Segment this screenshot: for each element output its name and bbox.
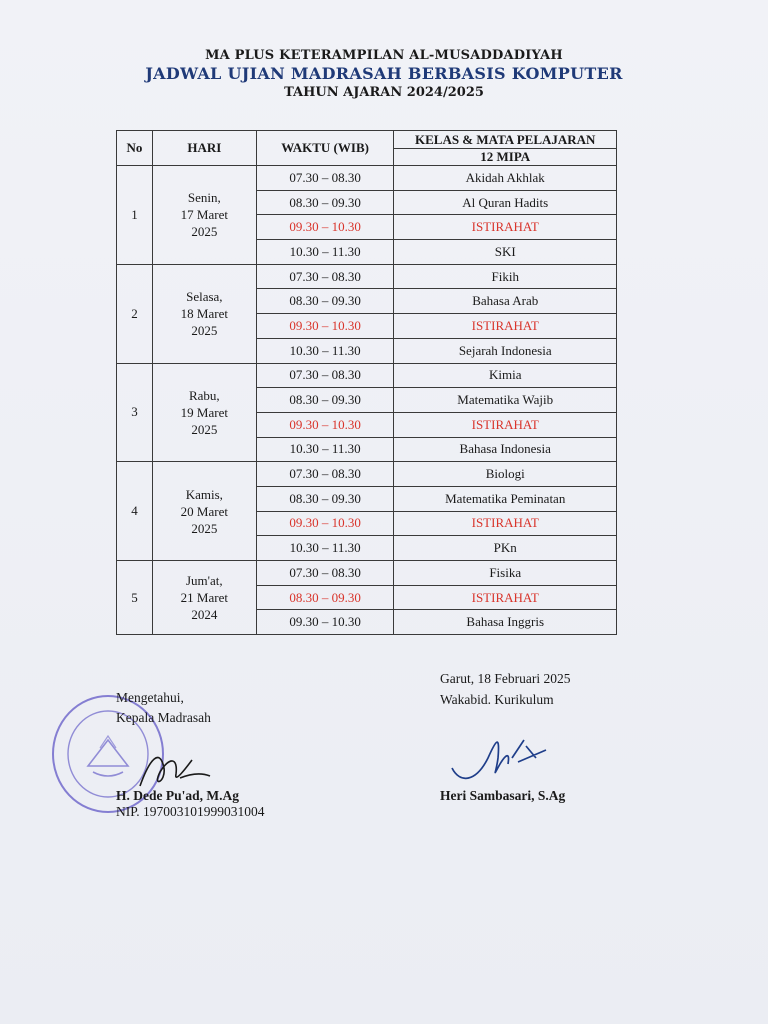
document-title: JADWAL UJIAN MADRASAH BERBASIS KOMPUTER (145, 64, 623, 83)
day-name-line: 18 Maret (180, 306, 228, 322)
school-name: MA PLUS KETERAMPILAN AL-MUSADDADIYAH (205, 48, 563, 63)
time-slot: 08.30 – 09.30 (256, 388, 394, 413)
left-role: Kepala Madrasah (116, 710, 211, 725)
break-label: ISTIRAHAT (394, 585, 617, 610)
break-label: ISTIRAHAT (394, 412, 617, 437)
day-name-line: 2025 (191, 520, 218, 536)
break-label: ISTIRAHAT (394, 215, 617, 240)
table-row (117, 363, 617, 388)
subject: Fikih (394, 264, 617, 289)
day-name-line: Senin, (187, 190, 221, 206)
time-slot: 09.30 – 10.30 (256, 610, 394, 635)
headmaster-name: H. Dede Pu'ad, M.Ag (116, 788, 239, 803)
header-no: No (117, 131, 153, 166)
table-row (117, 561, 617, 586)
day-number: 2 (117, 264, 153, 363)
day-name (152, 264, 256, 363)
right-role: Wakabid. Kurikulum (440, 692, 554, 707)
header-hari: HARI (152, 131, 256, 166)
day-number: 4 (117, 462, 153, 561)
time-slot: 07.30 – 08.30 (256, 363, 394, 388)
day-name (152, 561, 256, 635)
time-slot: 10.30 – 11.30 (256, 437, 394, 462)
subject: Bahasa Inggris (394, 610, 617, 635)
left-acknowledge: Mengetahui, (116, 690, 184, 705)
time-slot: 07.30 – 08.30 (256, 166, 394, 191)
subject: Akidah Akhlak (394, 166, 617, 191)
header-waktu: WAKTU (WIB) (256, 131, 394, 166)
subject: Matematika Wajib (394, 388, 617, 413)
header-kelas: KELAS & MATA PELAJARAN (394, 131, 617, 149)
subject: Sejarah Indonesia (394, 338, 617, 363)
time-slot: 08.30 – 09.30 (256, 585, 394, 610)
subject: Bahasa Indonesia (394, 437, 617, 462)
time-slot: 10.30 – 11.30 (256, 338, 394, 363)
subject: Biologi (394, 462, 617, 487)
time-slot: 09.30 – 10.30 (256, 215, 394, 240)
subject: Fisika (394, 561, 617, 586)
subject: Al Quran Hadits (394, 190, 617, 215)
time-slot: 07.30 – 08.30 (256, 561, 394, 586)
day-name-line: 21 Maret (180, 590, 228, 606)
time-slot: 08.30 – 09.30 (256, 486, 394, 511)
day-number: 5 (117, 561, 153, 635)
table-row (117, 462, 617, 487)
day-name (152, 462, 256, 561)
schedule-body (117, 166, 617, 635)
break-label: ISTIRAHAT (394, 314, 617, 339)
day-name-line: 20 Maret (180, 503, 228, 519)
day-name-line: Kamis, (185, 486, 223, 502)
day-number: 3 (117, 363, 153, 462)
academic-year: TAHUN AJARAN 2024/2025 (284, 85, 484, 100)
headmaster-nip: NIP. 197003101999031004 (116, 804, 265, 819)
subject: SKI (394, 240, 617, 265)
table-row (117, 264, 617, 289)
wakabid-name: Heri Sambasari, S.Ag (440, 788, 566, 803)
time-slot: 09.30 – 10.30 (256, 314, 394, 339)
day-name-line: 19 Maret (180, 404, 228, 420)
day-name-line: 2025 (191, 224, 218, 240)
break-label: ISTIRAHAT (394, 511, 617, 536)
day-name-line: Jum'at, (186, 573, 223, 589)
subject: Matematika Peminatan (394, 486, 617, 511)
time-slot: 10.30 – 11.30 (256, 536, 394, 561)
time-slot: 09.30 – 10.30 (256, 412, 394, 437)
time-slot: 09.30 – 10.30 (256, 511, 394, 536)
day-name (152, 166, 256, 265)
day-name-line: Rabu, (188, 387, 220, 403)
header-class: 12 MIPA (394, 149, 617, 166)
wakabid-signature (446, 728, 556, 788)
time-slot: 08.30 – 09.30 (256, 190, 394, 215)
day-name-line: Selasa, (186, 289, 223, 305)
day-name (152, 363, 256, 462)
day-number: 1 (117, 166, 153, 265)
time-slot: 10.30 – 11.30 (256, 240, 394, 265)
subject: PKn (394, 536, 617, 561)
time-slot: 07.30 – 08.30 (256, 264, 394, 289)
time-slot: 07.30 – 08.30 (256, 462, 394, 487)
day-name-line: 2025 (191, 323, 218, 339)
day-name-line: 2024 (191, 607, 218, 623)
exam-schedule-table (116, 130, 617, 635)
day-name-line: 2025 (191, 421, 218, 437)
time-slot: 08.30 – 09.30 (256, 289, 394, 314)
subject: Kimia (394, 363, 617, 388)
place-date: Garut, 18 Februari 2025 (440, 671, 571, 686)
headmaster-signature (130, 738, 220, 794)
day-name-line: 17 Maret (180, 207, 228, 223)
table-row (117, 166, 617, 191)
subject: Bahasa Arab (394, 289, 617, 314)
